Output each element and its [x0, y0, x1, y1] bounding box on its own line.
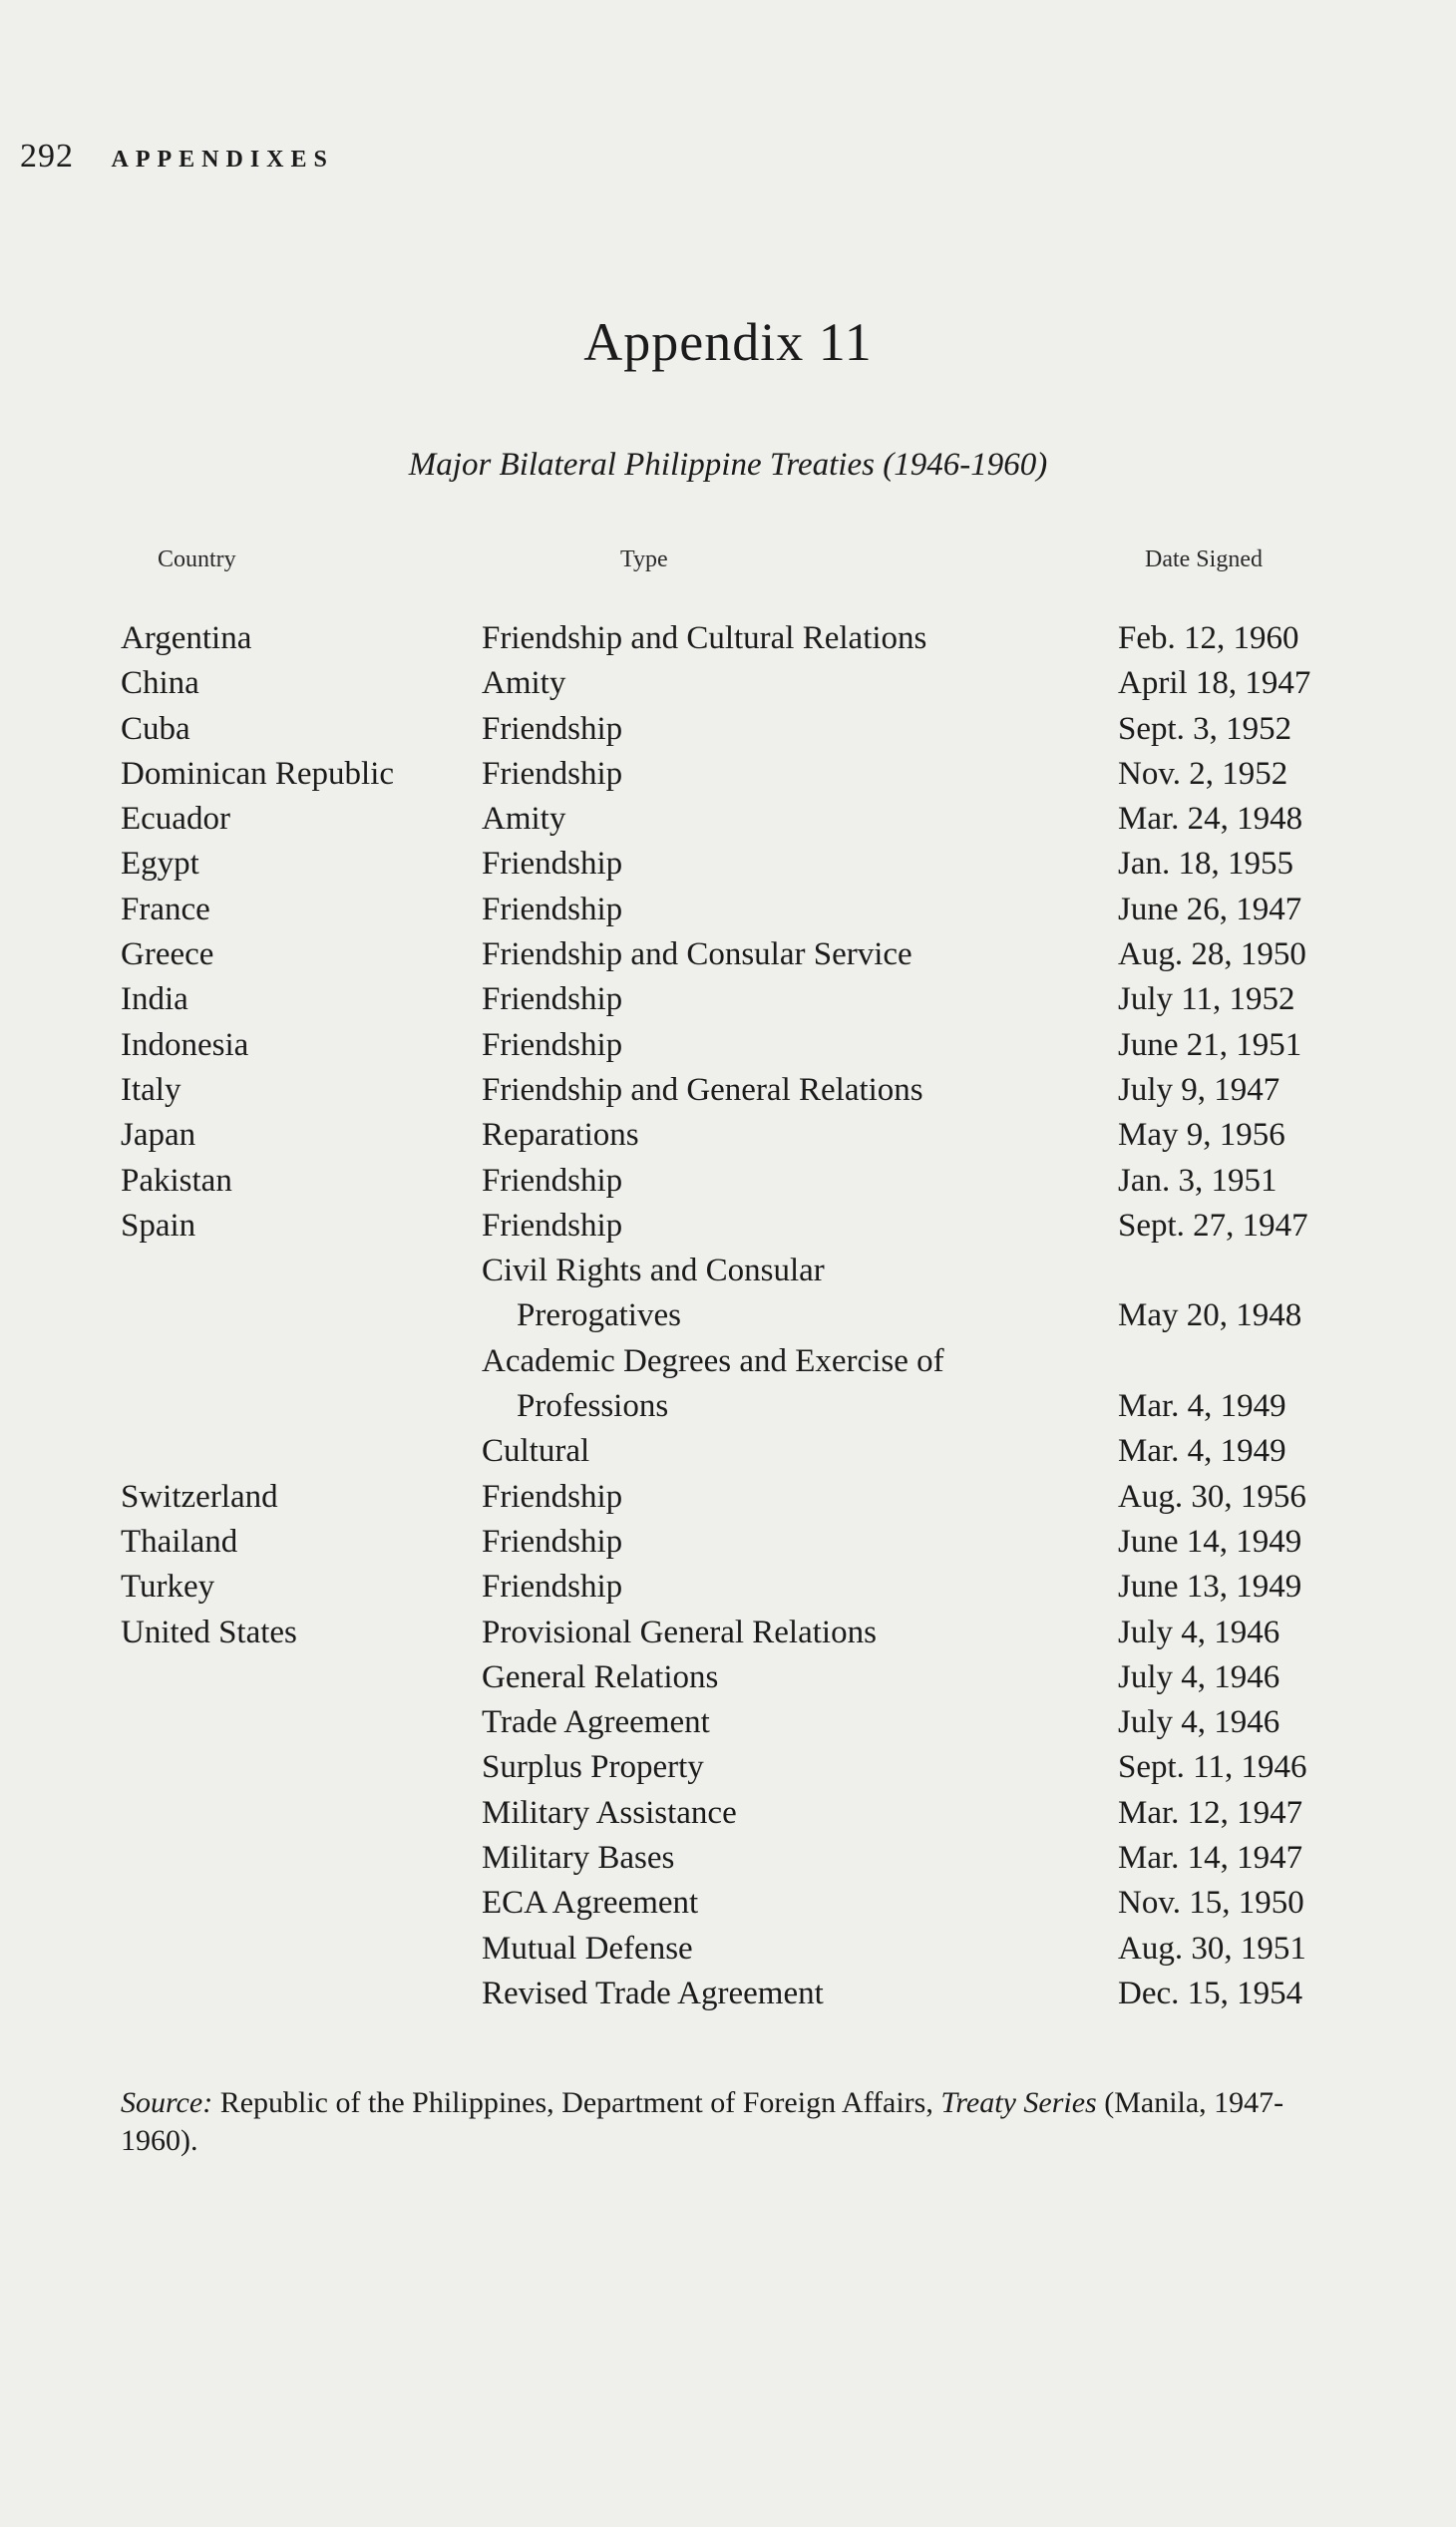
cell-date: June 26, 1947 [1118, 891, 1302, 927]
table-row [0, 616, 1456, 661]
cell-date: Sept. 3, 1952 [1118, 710, 1292, 747]
cell-type: Academic Degrees and Exercise of [482, 1342, 944, 1379]
cell-country: Argentina [121, 620, 252, 656]
cell-type: Mutual Defense [482, 1930, 693, 1967]
cell-type: Friendship [482, 1162, 623, 1199]
cell-type: Friendship [482, 846, 623, 883]
table-row [0, 1611, 1456, 1655]
cell-date: Aug. 28, 1950 [1118, 936, 1306, 973]
running-head [20, 138, 334, 176]
cell-type: Friendship [482, 981, 623, 1018]
cell-date: Nov. 2, 1952 [1118, 755, 1288, 792]
cell-date: June 21, 1951 [1118, 1026, 1302, 1063]
cell-date: July 9, 1947 [1118, 1071, 1280, 1108]
column-header-type: Type [620, 546, 668, 572]
cell-type: Friendship [482, 1523, 623, 1560]
table-row [0, 1204, 1456, 1249]
table-row [0, 797, 1456, 842]
cell-date: Jan. 3, 1951 [1118, 1162, 1277, 1199]
cell-type: Friendship [482, 710, 623, 747]
source-label: Source: [121, 2086, 213, 2119]
cell-date: July 4, 1946 [1118, 1658, 1280, 1695]
table-row [0, 1791, 1456, 1836]
cell-country: Indonesia [121, 1026, 249, 1063]
table-row [0, 1520, 1456, 1565]
cell-type: Reparations [482, 1117, 639, 1154]
cell-date: Jan. 18, 1955 [1118, 846, 1293, 883]
cell-country: Japan [121, 1117, 196, 1154]
cell-country: Pakistan [121, 1162, 232, 1199]
cell-country: Spain [121, 1207, 196, 1244]
cell-type: Friendship [482, 755, 623, 792]
table-row [0, 1655, 1456, 1700]
table-row [0, 1429, 1456, 1474]
table-row [0, 1159, 1456, 1204]
cell-country: China [121, 665, 199, 702]
cell-type: Friendship and Consular Service [482, 936, 912, 973]
cell-type: Friendship [482, 891, 623, 927]
cell-date: Mar. 4, 1949 [1118, 1388, 1286, 1425]
cell-type: Provisional General Relations [482, 1614, 877, 1650]
table-row [0, 1475, 1456, 1520]
table-row [0, 752, 1456, 797]
source-text-end: (Manila, 1947-1960). [121, 2086, 1284, 2157]
cell-date: Aug. 30, 1956 [1118, 1478, 1306, 1515]
cell-type: Surplus Property [482, 1749, 704, 1786]
table-row [0, 1745, 1456, 1790]
cell-type: Friendship [482, 1478, 623, 1515]
table-row [0, 1249, 1456, 1293]
cell-type: Friendship [482, 1207, 623, 1244]
source-note [121, 2084, 1337, 2160]
cell-type: Cultural [482, 1433, 590, 1470]
cell-country: India [121, 981, 188, 1018]
source-text: Republic of the Philippines, Department of Foreign Affairs, [212, 2086, 941, 2119]
cell-type: Amity [482, 801, 566, 838]
cell-date: Feb. 12, 1960 [1118, 620, 1299, 656]
cell-date: Nov. 15, 1950 [1118, 1885, 1304, 1922]
column-header-date: Date Signed [1145, 546, 1263, 572]
cell-type: Friendship and General Relations [482, 1071, 923, 1108]
table-row [0, 661, 1456, 706]
section-title: APPENDIXES [111, 147, 334, 173]
page-number: 292 [20, 138, 74, 175]
table-row [0, 1836, 1456, 1881]
cell-country: United States [121, 1614, 297, 1650]
cell-type: Prerogatives [517, 1297, 681, 1334]
cell-type: Revised Trade Agreement [482, 1975, 824, 2011]
table-row [0, 977, 1456, 1022]
table-row [0, 1339, 1456, 1384]
column-header-country: Country [158, 546, 236, 572]
cell-date: June 14, 1949 [1118, 1523, 1302, 1560]
cell-country: Egypt [121, 846, 199, 883]
cell-country: Ecuador [121, 801, 230, 838]
cell-type: Professions [517, 1388, 669, 1425]
cell-type: General Relations [482, 1658, 719, 1695]
cell-type: Civil Rights and Consular [482, 1253, 825, 1289]
cell-date: Sept. 11, 1946 [1118, 1749, 1307, 1786]
table-subtitle: Major Bilateral Philippine Treaties (1946-1960) [408, 447, 1048, 483]
table-row [0, 1565, 1456, 1610]
cell-date: Mar. 4, 1949 [1118, 1433, 1286, 1470]
table-row [0, 1023, 1456, 1068]
cell-date: Aug. 30, 1951 [1118, 1930, 1306, 1967]
table-row [0, 1927, 1456, 1972]
cell-country: Cuba [121, 710, 190, 747]
table-row [0, 842, 1456, 887]
cell-type: Amity [482, 665, 566, 702]
table-row [0, 932, 1456, 977]
cell-date: Sept. 27, 1947 [1118, 1207, 1308, 1244]
cell-date: July 4, 1946 [1118, 1614, 1280, 1650]
appendix-title: Appendix 11 [583, 312, 873, 372]
table-row [0, 1113, 1456, 1158]
cell-country: Thailand [121, 1523, 238, 1560]
cell-country: Greece [121, 936, 214, 973]
cell-date: May 9, 1956 [1118, 1117, 1285, 1154]
table-row [0, 1972, 1456, 2016]
cell-date: June 13, 1949 [1118, 1569, 1302, 1606]
table-row [0, 707, 1456, 752]
cell-country: Turkey [121, 1569, 215, 1606]
table-row [0, 1881, 1456, 1926]
cell-type: Military Assistance [482, 1794, 737, 1831]
cell-date: May 20, 1948 [1118, 1297, 1302, 1334]
cell-type: Military Bases [482, 1840, 675, 1877]
cell-date: July 11, 1952 [1118, 981, 1295, 1018]
cell-date: Mar. 24, 1948 [1118, 801, 1303, 838]
cell-country: Switzerland [121, 1478, 278, 1515]
cell-date: Dec. 15, 1954 [1118, 1975, 1303, 2011]
cell-type: Friendship [482, 1026, 623, 1063]
table-row [0, 888, 1456, 932]
cell-type: Friendship [482, 1569, 623, 1606]
table-row [0, 1700, 1456, 1745]
cell-type: ECA Agreement [482, 1885, 699, 1922]
cell-date: April 18, 1947 [1118, 665, 1311, 702]
cell-date: Mar. 12, 1947 [1118, 1794, 1303, 1831]
table-row [0, 1068, 1456, 1113]
cell-date: Mar. 14, 1947 [1118, 1840, 1303, 1877]
table-row [0, 1384, 1456, 1429]
table-row [0, 1293, 1456, 1338]
cell-type: Friendship and Cultural Relations [482, 620, 927, 656]
cell-country: France [121, 891, 210, 927]
cell-date: July 4, 1946 [1118, 1704, 1280, 1741]
source-series: Treaty Series [940, 2086, 1097, 2119]
cell-type: Trade Agreement [482, 1704, 710, 1741]
cell-country: Italy [121, 1071, 182, 1108]
cell-country: Dominican Republic [121, 755, 395, 792]
treaty-table [0, 616, 1456, 2016]
